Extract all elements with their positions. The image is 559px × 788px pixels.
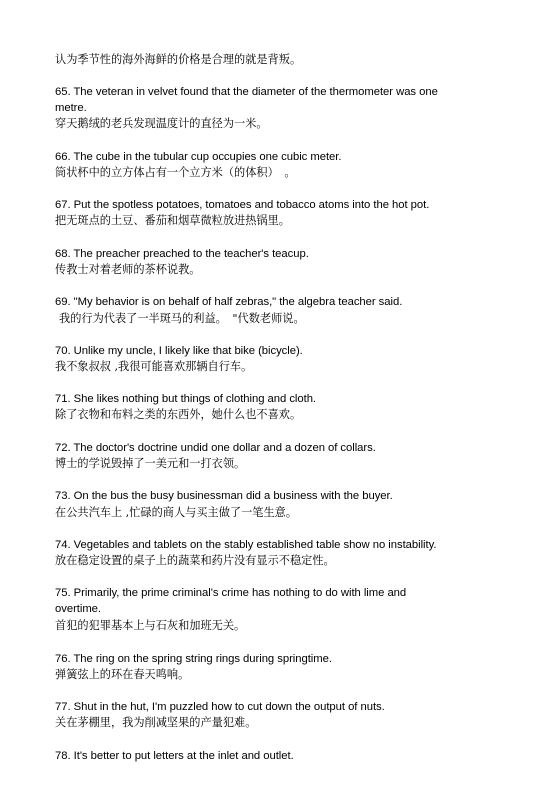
sentence-70-chinese: 我不象叔叔 ,我很可能喜欢那辆自行车。 bbox=[55, 360, 253, 373]
sentence-67-english: 67. Put the spotless potatoes, tomatoes and tobacco atoms into the hot pot. bbox=[55, 199, 430, 211]
sentence-75-chinese: 首犯的犯罪基本上与石灰和加班无关。 bbox=[55, 619, 246, 632]
sentence-67-chinese: 把无斑点的土豆、番茄和烟草微粒放进热锅里。 bbox=[55, 214, 290, 227]
sentence-75-english-line-1: 75. Primarily, the prime criminal's crime has nothing to do with lime and bbox=[55, 587, 407, 599]
sentence-66-chinese: 筒状杯中的立方体占有一个立方米（的体积） 。 bbox=[55, 166, 296, 179]
sentence-69-chinese: 我的行为代表了一半斑马的利益。 "代数老师说。 bbox=[59, 312, 305, 325]
sentence-77-english: 77. Shut in the hut, I'm puzzled how to cut down the output of nuts. bbox=[55, 701, 385, 713]
sentence-74-english: 74. Vegetables and tablets on the stably established table show no instability. bbox=[55, 539, 437, 551]
sentence-78-english: 78. It's better to put letters at the inlet and outlet. bbox=[55, 750, 294, 762]
sentence-68-chinese: 传教士对着老师的茶杯说教。 bbox=[55, 263, 201, 276]
sentence-65-english-line-1: 65. The veteran in velvet found that the diameter of the thermometer was one bbox=[55, 86, 438, 98]
sentence-66-english: 66. The cube in the tubular cup occupies one cubic meter. bbox=[55, 151, 342, 163]
sentence-74-chinese: 放在稳定设置的桌子上的蔬菜和药片没有显示不稳定性。 bbox=[55, 554, 335, 567]
sentence-76-chinese: 弹簧弦上的环在春天鸣响。 bbox=[55, 668, 190, 681]
sentence-71-chinese: 除了衣物和布料之类的东西外，她什么也不喜欢。 bbox=[55, 408, 302, 421]
sentence-68-english: 68. The preacher preached to the teacher's teacup. bbox=[55, 248, 309, 260]
sentence-72-chinese: 博士的学说毁掉了一美元和一打衣领。 bbox=[55, 457, 246, 470]
sentence-69-english: 69. "My behavior is on behalf of half zebras," the algebra teacher said. bbox=[55, 296, 403, 308]
sentence-65-english-line-2: metre. bbox=[55, 102, 87, 114]
sentence-77-chinese: 关在茅棚里，我为削减坚果的产量犯难。 bbox=[55, 716, 257, 729]
sentence-73-chinese: 在公共汽车上 ,忙碌的商人与买主做了一笔生意。 bbox=[55, 506, 298, 519]
sentence-73-english: 73. On the bus the busy businessman did a business with the buyer. bbox=[55, 490, 393, 502]
sentence-75-english-line-2: overtime. bbox=[55, 603, 102, 615]
sentence-70-english: 70. Unlike my uncle, I likely like that bike (bicycle). bbox=[55, 345, 303, 357]
sentence-71-english: 71. She likes nothing but things of clothing and cloth. bbox=[55, 393, 317, 405]
sentence-76-english: 76. The ring on the spring string rings during springtime. bbox=[55, 653, 332, 665]
sentence-65-chinese: 穿天鹅绒的老兵发现温度计的直径为一米。 bbox=[55, 117, 268, 130]
intro-translation: 认为季节性的海外海鲜的价格是合理的就是背叛。 bbox=[55, 53, 302, 66]
sentence-72-english: 72. The doctor's doctrine undid one dollar and a dozen of collars. bbox=[55, 442, 376, 454]
